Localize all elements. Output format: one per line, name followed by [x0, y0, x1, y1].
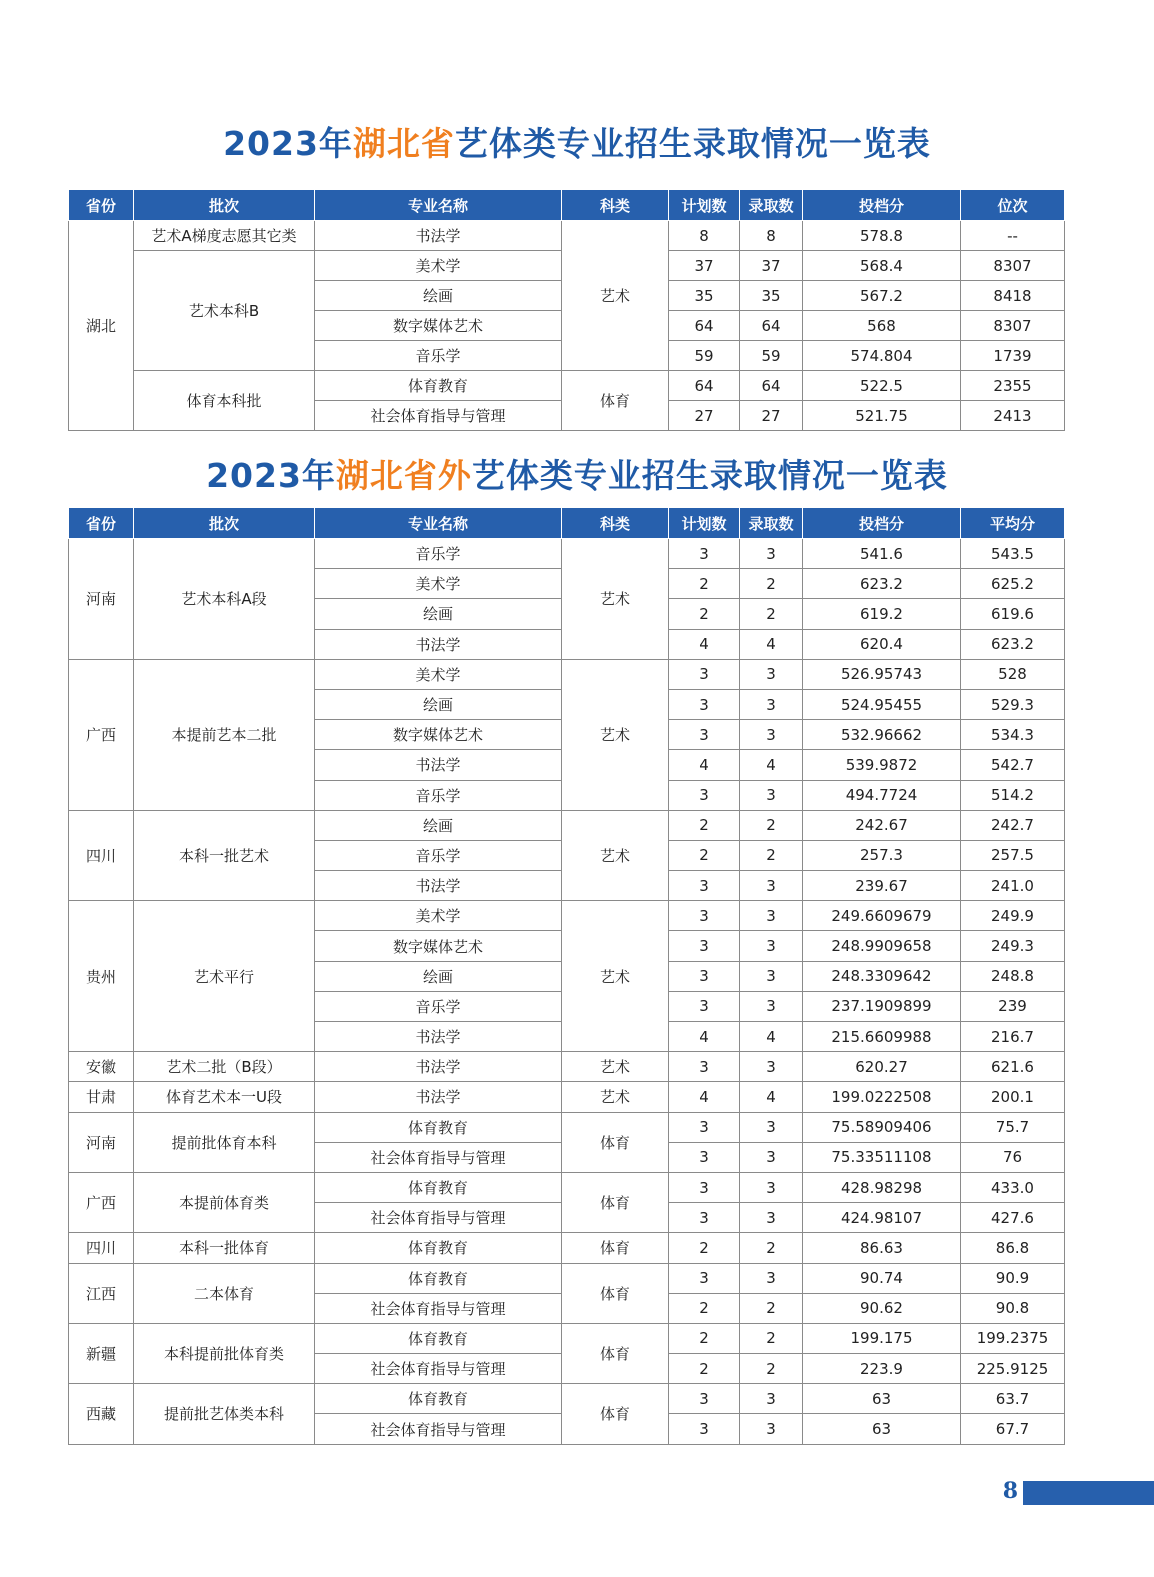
province-cell: 贵州 — [69, 901, 134, 1052]
page-title-hubei — [0, 118, 1154, 165]
score-cell: 86.63 — [803, 1233, 961, 1263]
plan-cell: 3 — [669, 901, 740, 931]
title-highlight: 湖北省外 — [335, 456, 472, 495]
plan-cell: 59 — [669, 341, 740, 371]
admit-cell: 2 — [740, 1354, 803, 1384]
average-cell: 534.3 — [961, 720, 1065, 750]
batch-cell: 二本体育 — [134, 1263, 315, 1323]
average-cell: 528 — [961, 659, 1065, 689]
category-cell: 艺术 — [562, 539, 669, 660]
category-cell: 体育 — [562, 1233, 669, 1263]
plan-cell: 2 — [669, 1233, 740, 1263]
plan-cell: 3 — [669, 689, 740, 719]
admit-cell: 2 — [740, 1293, 803, 1323]
table-row — [69, 1263, 1065, 1293]
rank-cell: 8307 — [961, 311, 1065, 341]
column-header: 计划数 — [669, 508, 740, 539]
average-cell: 239 — [961, 991, 1065, 1021]
score-cell: 223.9 — [803, 1354, 961, 1384]
table-row — [69, 1172, 1065, 1202]
plan-cell: 3 — [669, 539, 740, 569]
plan-cell: 3 — [669, 931, 740, 961]
plan-cell: 3 — [669, 991, 740, 1021]
batch-cell: 提前批艺体类本科 — [134, 1384, 315, 1444]
plan-cell: 3 — [669, 1203, 740, 1233]
average-cell: 225.9125 — [961, 1354, 1065, 1384]
major-cell: 书法学 — [315, 1052, 562, 1082]
major-cell: 书法学 — [315, 629, 562, 659]
admit-cell: 3 — [740, 1263, 803, 1293]
column-header: 专业名称 — [315, 508, 562, 539]
column-header: 投档分 — [803, 508, 961, 539]
score-cell: 568 — [803, 311, 961, 341]
table-row — [69, 539, 1065, 569]
score-cell: 574.804 — [803, 341, 961, 371]
batch-cell: 艺术二批（B段） — [134, 1052, 315, 1082]
admit-cell: 59 — [740, 341, 803, 371]
batch-cell: 提前批体育本科 — [134, 1112, 315, 1172]
column-header: 批次 — [134, 508, 315, 539]
admit-cell: 3 — [740, 720, 803, 750]
average-cell: 200.1 — [961, 1082, 1065, 1112]
plan-cell: 8 — [669, 221, 740, 251]
admit-cell: 3 — [740, 689, 803, 719]
admit-cell: 8 — [740, 221, 803, 251]
score-cell: 578.8 — [803, 221, 961, 251]
category-cell: 体育 — [562, 1323, 669, 1383]
major-cell: 社会体育指导与管理 — [315, 1414, 562, 1444]
admit-cell: 3 — [740, 780, 803, 810]
admit-cell: 3 — [740, 1142, 803, 1172]
plan-cell: 27 — [669, 401, 740, 431]
province-cell: 新疆 — [69, 1323, 134, 1383]
column-header: 省份 — [69, 190, 134, 221]
score-cell: 539.9872 — [803, 750, 961, 780]
column-header: 省份 — [69, 508, 134, 539]
page-bar-decoration — [1023, 1481, 1154, 1505]
plan-cell: 2 — [669, 1323, 740, 1353]
score-cell: 199.175 — [803, 1323, 961, 1353]
score-cell: 428.98298 — [803, 1172, 961, 1202]
column-header: 投档分 — [803, 190, 961, 221]
major-cell: 社会体育指导与管理 — [315, 401, 562, 431]
score-cell: 257.3 — [803, 840, 961, 870]
batch-cell: 本科提前批体育类 — [134, 1323, 315, 1383]
score-cell: 248.3309642 — [803, 961, 961, 991]
plan-cell: 2 — [669, 599, 740, 629]
admit-cell: 2 — [740, 840, 803, 870]
admit-cell: 64 — [740, 371, 803, 401]
major-cell: 绘画 — [315, 689, 562, 719]
title-year: 2023年 — [223, 124, 353, 163]
score-cell: 75.33511108 — [803, 1142, 961, 1172]
major-cell: 社会体育指导与管理 — [315, 1293, 562, 1323]
plan-cell: 3 — [669, 720, 740, 750]
score-cell: 521.75 — [803, 401, 961, 431]
average-cell: 623.2 — [961, 629, 1065, 659]
major-cell: 体育教育 — [315, 1384, 562, 1414]
major-cell: 音乐学 — [315, 539, 562, 569]
category-cell: 艺术 — [562, 221, 669, 371]
rank-cell: 1739 — [961, 341, 1065, 371]
plan-cell: 3 — [669, 961, 740, 991]
province-cell: 湖北 — [69, 221, 134, 431]
average-cell: 619.6 — [961, 599, 1065, 629]
major-cell: 体育教育 — [315, 1233, 562, 1263]
major-cell: 绘画 — [315, 810, 562, 840]
plan-cell: 4 — [669, 1082, 740, 1112]
rank-cell: 8418 — [961, 281, 1065, 311]
major-cell: 美术学 — [315, 569, 562, 599]
table-row — [69, 901, 1065, 931]
rank-cell: 8307 — [961, 251, 1065, 281]
plan-cell: 4 — [669, 750, 740, 780]
major-cell: 数字媒体艺术 — [315, 931, 562, 961]
rank-cell: -- — [961, 221, 1065, 251]
average-cell: 433.0 — [961, 1172, 1065, 1202]
admit-cell: 2 — [740, 1323, 803, 1353]
major-cell: 体育教育 — [315, 1263, 562, 1293]
table-header-row — [69, 508, 1065, 539]
average-cell: 621.6 — [961, 1052, 1065, 1082]
score-cell: 75.58909406 — [803, 1112, 961, 1142]
score-cell: 619.2 — [803, 599, 961, 629]
batch-cell: 体育艺术本一U段 — [134, 1082, 315, 1112]
batch-cell: 艺术A梯度志愿其它类 — [134, 221, 315, 251]
plan-cell: 4 — [669, 629, 740, 659]
score-cell: 526.95743 — [803, 659, 961, 689]
average-cell: 625.2 — [961, 569, 1065, 599]
admit-cell: 4 — [740, 750, 803, 780]
province-cell: 安徽 — [69, 1052, 134, 1082]
plan-cell: 3 — [669, 871, 740, 901]
table-row — [69, 221, 1065, 251]
score-cell: 90.74 — [803, 1263, 961, 1293]
province-cell: 广西 — [69, 1172, 134, 1232]
major-cell: 体育教育 — [315, 1172, 562, 1202]
average-cell: 216.7 — [961, 1022, 1065, 1052]
plan-cell: 3 — [669, 1052, 740, 1082]
province-cell: 江西 — [69, 1263, 134, 1323]
plan-cell: 2 — [669, 1354, 740, 1384]
table-row — [69, 1233, 1065, 1263]
category-cell: 体育 — [562, 1112, 669, 1172]
major-cell: 书法学 — [315, 871, 562, 901]
title-rest: 艺体类专业招生录取情况一览表 — [471, 456, 948, 495]
admit-cell: 37 — [740, 251, 803, 281]
plan-cell: 3 — [669, 1112, 740, 1142]
column-header: 科类 — [562, 190, 669, 221]
admit-cell: 2 — [740, 599, 803, 629]
score-cell: 90.62 — [803, 1293, 961, 1323]
admit-cell: 3 — [740, 1112, 803, 1142]
average-cell: 86.8 — [961, 1233, 1065, 1263]
column-header: 批次 — [134, 190, 315, 221]
admit-cell: 35 — [740, 281, 803, 311]
province-cell: 河南 — [69, 539, 134, 660]
major-cell: 社会体育指导与管理 — [315, 1203, 562, 1233]
score-cell: 524.95455 — [803, 689, 961, 719]
average-cell: 63.7 — [961, 1384, 1065, 1414]
category-cell: 艺术 — [562, 810, 669, 901]
table-row — [69, 1082, 1065, 1112]
admit-cell: 2 — [740, 810, 803, 840]
column-header: 专业名称 — [315, 190, 562, 221]
title-highlight: 湖北省 — [352, 124, 455, 163]
average-cell: 529.3 — [961, 689, 1065, 719]
average-cell: 542.7 — [961, 750, 1065, 780]
admit-cell: 3 — [740, 991, 803, 1021]
major-cell: 书法学 — [315, 750, 562, 780]
plan-cell: 3 — [669, 780, 740, 810]
category-cell: 体育 — [562, 371, 669, 431]
major-cell: 数字媒体艺术 — [315, 720, 562, 750]
table-row — [69, 810, 1065, 840]
table-row — [69, 1384, 1065, 1414]
batch-cell: 艺术平行 — [134, 901, 315, 1052]
category-cell: 体育 — [562, 1172, 669, 1232]
average-cell: 514.2 — [961, 780, 1065, 810]
admit-cell: 3 — [740, 961, 803, 991]
major-cell: 书法学 — [315, 221, 562, 251]
major-cell: 体育教育 — [315, 1323, 562, 1353]
batch-cell: 本提前体育类 — [134, 1172, 315, 1232]
major-cell: 音乐学 — [315, 991, 562, 1021]
score-cell: 494.7724 — [803, 780, 961, 810]
plan-cell: 3 — [669, 1263, 740, 1293]
table-row — [69, 659, 1065, 689]
average-cell: 257.5 — [961, 840, 1065, 870]
admit-cell: 3 — [740, 539, 803, 569]
admit-cell: 3 — [740, 1172, 803, 1202]
score-cell: 568.4 — [803, 251, 961, 281]
plan-cell: 35 — [669, 281, 740, 311]
average-cell: 249.3 — [961, 931, 1065, 961]
province-cell: 西藏 — [69, 1384, 134, 1444]
admit-cell: 3 — [740, 1414, 803, 1444]
batch-cell: 本科一批艺术 — [134, 810, 315, 901]
score-cell: 242.67 — [803, 810, 961, 840]
major-cell: 美术学 — [315, 659, 562, 689]
major-cell: 书法学 — [315, 1082, 562, 1112]
province-cell: 四川 — [69, 810, 134, 901]
plan-cell: 3 — [669, 1142, 740, 1172]
average-cell: 242.7 — [961, 810, 1065, 840]
plan-cell: 3 — [669, 1384, 740, 1414]
province-cell: 河南 — [69, 1112, 134, 1172]
score-cell: 620.4 — [803, 629, 961, 659]
major-cell: 书法学 — [315, 1022, 562, 1052]
average-cell: 75.7 — [961, 1112, 1065, 1142]
province-cell: 甘肃 — [69, 1082, 134, 1112]
major-cell: 社会体育指导与管理 — [315, 1354, 562, 1384]
admit-cell: 27 — [740, 401, 803, 431]
average-cell: 241.0 — [961, 871, 1065, 901]
province-cell: 广西 — [69, 659, 134, 810]
column-header: 位次 — [961, 190, 1065, 221]
plan-cell: 2 — [669, 840, 740, 870]
category-cell: 艺术 — [562, 1052, 669, 1082]
admit-cell: 3 — [740, 931, 803, 961]
plan-cell: 2 — [669, 1293, 740, 1323]
admit-cell: 3 — [740, 1052, 803, 1082]
major-cell: 体育教育 — [315, 371, 562, 401]
province-cell: 四川 — [69, 1233, 134, 1263]
major-cell: 社会体育指导与管理 — [315, 1142, 562, 1172]
average-cell: 199.2375 — [961, 1323, 1065, 1353]
admit-cell: 3 — [740, 871, 803, 901]
admit-cell: 3 — [740, 1203, 803, 1233]
column-header: 平均分 — [961, 508, 1065, 539]
average-cell: 67.7 — [961, 1414, 1065, 1444]
admit-cell: 3 — [740, 659, 803, 689]
score-cell: 522.5 — [803, 371, 961, 401]
admit-cell: 4 — [740, 1022, 803, 1052]
plan-cell: 3 — [669, 1414, 740, 1444]
hubei-admission-table — [68, 189, 1065, 431]
plan-cell: 2 — [669, 810, 740, 840]
admit-cell: 4 — [740, 1082, 803, 1112]
plan-cell: 3 — [669, 1172, 740, 1202]
major-cell: 绘画 — [315, 599, 562, 629]
table-header-row — [69, 190, 1065, 221]
score-cell: 424.98107 — [803, 1203, 961, 1233]
plan-cell: 3 — [669, 659, 740, 689]
average-cell: 427.6 — [961, 1203, 1065, 1233]
score-cell: 63 — [803, 1414, 961, 1444]
major-cell: 绘画 — [315, 281, 562, 311]
table-row — [69, 371, 1065, 401]
category-cell: 体育 — [562, 1263, 669, 1323]
rank-cell: 2413 — [961, 401, 1065, 431]
batch-cell: 艺术本科A段 — [134, 539, 315, 660]
score-cell: 199.0222508 — [803, 1082, 961, 1112]
score-cell: 248.9909658 — [803, 931, 961, 961]
plan-cell: 37 — [669, 251, 740, 281]
batch-cell: 艺术本科B — [134, 251, 315, 371]
major-cell: 体育教育 — [315, 1112, 562, 1142]
table-row — [69, 1323, 1065, 1353]
admit-cell: 2 — [740, 569, 803, 599]
average-cell: 76 — [961, 1142, 1065, 1172]
average-cell: 90.9 — [961, 1263, 1065, 1293]
major-cell: 美术学 — [315, 251, 562, 281]
plan-cell: 64 — [669, 311, 740, 341]
column-header: 录取数 — [740, 508, 803, 539]
score-cell: 237.1909899 — [803, 991, 961, 1021]
category-cell: 艺术 — [562, 901, 669, 1052]
column-header: 录取数 — [740, 190, 803, 221]
average-cell: 249.9 — [961, 901, 1065, 931]
category-cell: 艺术 — [562, 659, 669, 810]
score-cell: 215.6609988 — [803, 1022, 961, 1052]
score-cell: 63 — [803, 1384, 961, 1414]
plan-cell: 4 — [669, 1022, 740, 1052]
page-number: 8 — [1002, 1478, 1018, 1504]
category-cell: 艺术 — [562, 1082, 669, 1112]
score-cell: 239.67 — [803, 871, 961, 901]
column-header: 计划数 — [669, 190, 740, 221]
score-cell: 620.27 — [803, 1052, 961, 1082]
average-cell: 90.8 — [961, 1293, 1065, 1323]
major-cell: 数字媒体艺术 — [315, 311, 562, 341]
admit-cell: 4 — [740, 629, 803, 659]
admit-cell: 2 — [740, 1233, 803, 1263]
category-cell: 体育 — [562, 1384, 669, 1444]
major-cell: 音乐学 — [315, 840, 562, 870]
plan-cell: 2 — [669, 569, 740, 599]
score-cell: 541.6 — [803, 539, 961, 569]
plan-cell: 64 — [669, 371, 740, 401]
score-cell: 532.96662 — [803, 720, 961, 750]
admit-cell: 64 — [740, 311, 803, 341]
table-row — [69, 1112, 1065, 1142]
rank-cell: 2355 — [961, 371, 1065, 401]
batch-cell: 本提前艺本二批 — [134, 659, 315, 810]
title-rest: 艺体类专业招生录取情况一览表 — [454, 124, 931, 163]
column-header: 科类 — [562, 508, 669, 539]
average-cell: 248.8 — [961, 961, 1065, 991]
score-cell: 567.2 — [803, 281, 961, 311]
admit-cell: 3 — [740, 901, 803, 931]
outside-hubei-admission-table — [68, 507, 1065, 1445]
admit-cell: 3 — [740, 1384, 803, 1414]
major-cell: 绘画 — [315, 961, 562, 991]
title-year: 2023年 — [206, 456, 336, 495]
page-title-outside-hubei — [0, 450, 1154, 497]
score-cell: 249.6609679 — [803, 901, 961, 931]
table-row — [69, 1052, 1065, 1082]
score-cell: 623.2 — [803, 569, 961, 599]
average-cell: 543.5 — [961, 539, 1065, 569]
major-cell: 音乐学 — [315, 780, 562, 810]
batch-cell: 体育本科批 — [134, 371, 315, 431]
batch-cell: 本科一批体育 — [134, 1233, 315, 1263]
major-cell: 音乐学 — [315, 341, 562, 371]
major-cell: 美术学 — [315, 901, 562, 931]
